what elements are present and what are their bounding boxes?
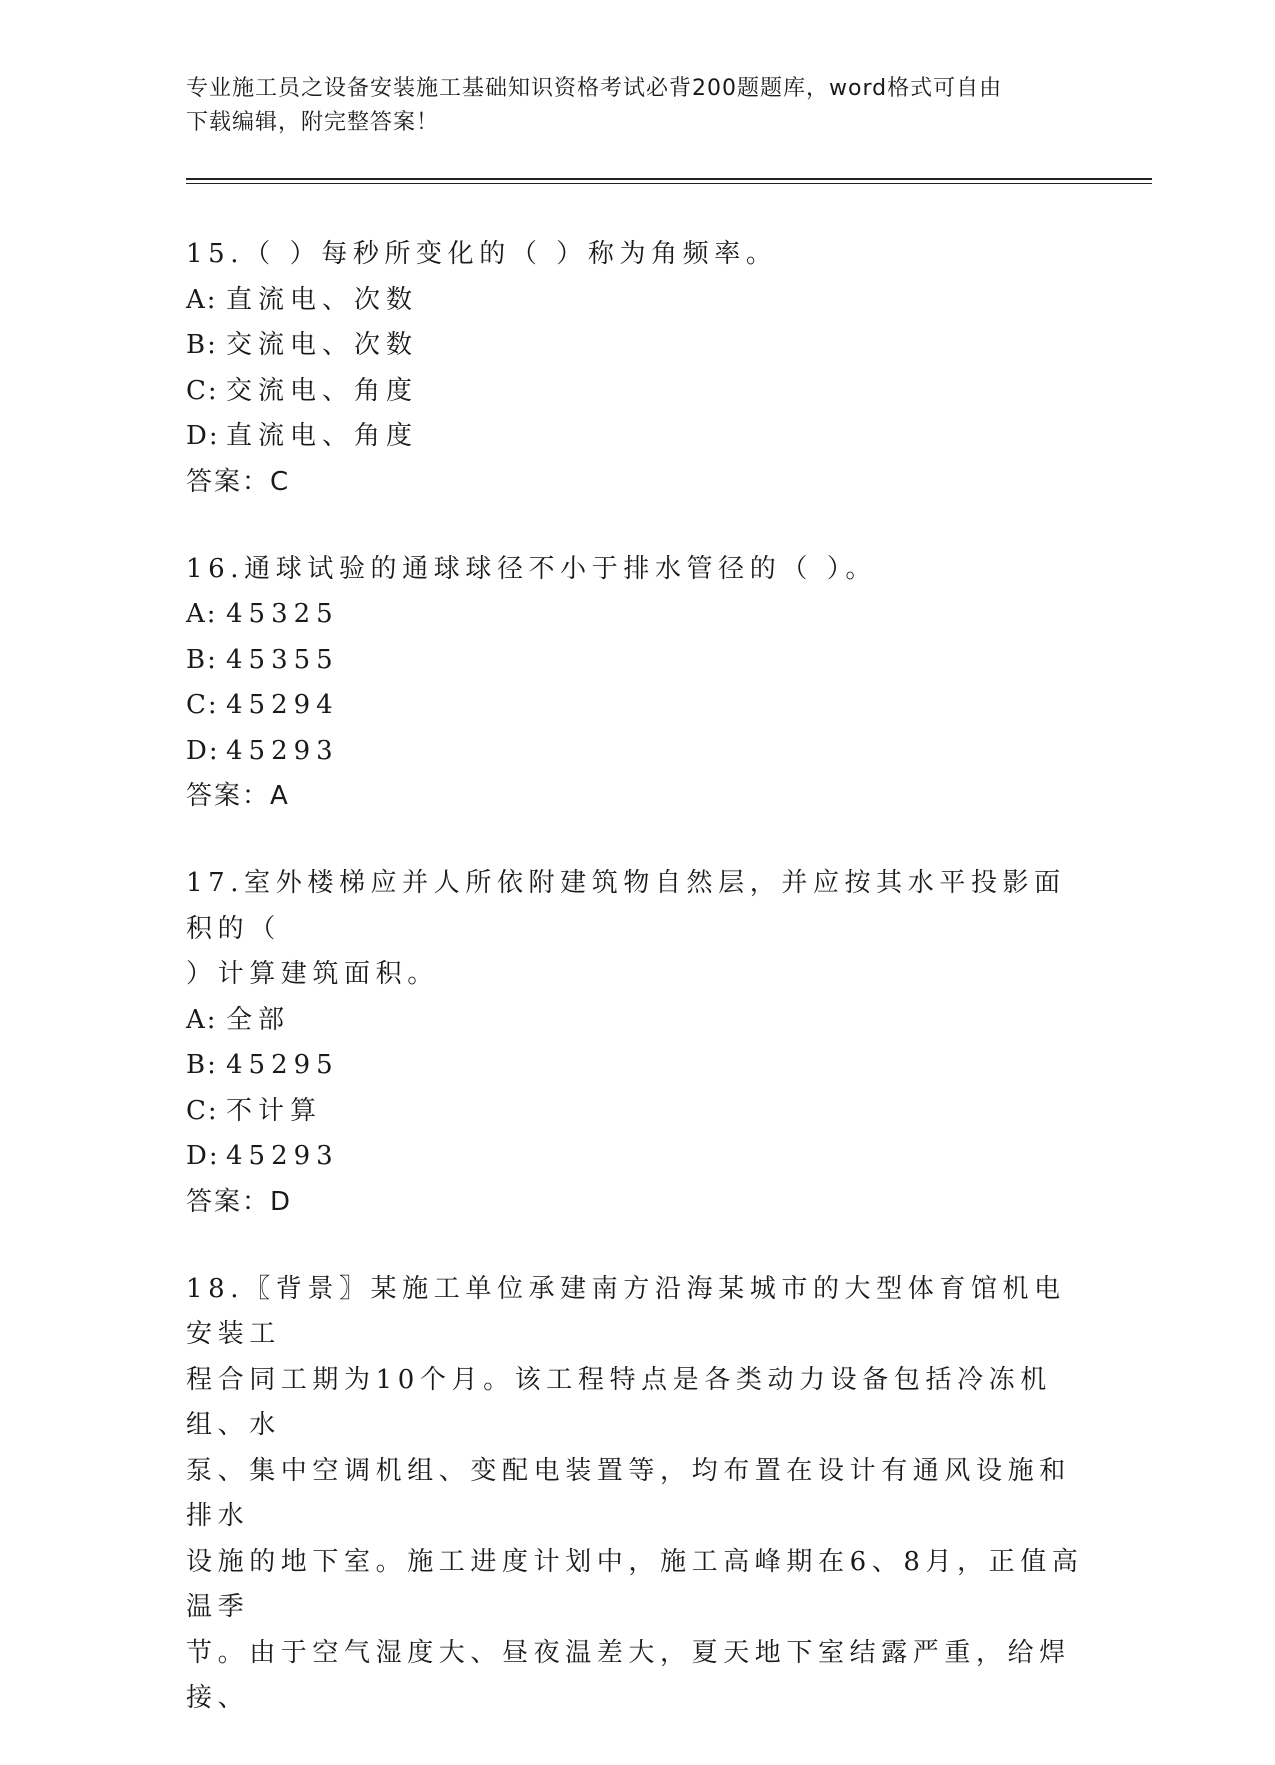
header-line-1: 专业施工员之设备安装施工基础知识资格考试必背200题题库，word格式可自由	[186, 76, 1003, 101]
option-key: A:	[186, 1004, 218, 1035]
answer-option	[186, 638, 1086, 684]
question-stem-line: 节。由于空气湿度大、昼夜温差大，夏天地下室结露严重，给焊接、	[186, 1637, 1071, 1713]
option-text: 45293	[226, 1141, 339, 1171]
option-key: C:	[186, 690, 219, 720]
answer-option	[186, 1089, 1086, 1135]
option-text: 直流电、次数	[226, 284, 419, 315]
question-stem-line: 15.（ ）每秒所变化的（ ）称为角频率。	[186, 239, 778, 269]
option-key: B:	[186, 1050, 218, 1080]
option-text: 不计算	[226, 1095, 323, 1126]
question-stem-line: 17.室外楼梯应并人所依附建筑物自然层，并应按其水平投影面积的（	[186, 868, 1066, 944]
question-stem-line: 16.通球试验的通球球径不小于排水管径的（ ）。	[186, 553, 878, 584]
header-divider-thin	[186, 183, 1152, 184]
option-text: 45325	[226, 599, 339, 629]
answer-key: 答案：D	[186, 1186, 293, 1217]
question-stem-line: ）计算建筑面积。	[186, 959, 439, 989]
option-text: 45355	[226, 644, 339, 675]
header-line-2: 下载编辑，附完整答案！	[186, 110, 440, 135]
answer-option	[186, 1134, 1086, 1180]
question-4	[186, 1267, 1086, 1722]
answer-option	[186, 683, 1086, 729]
option-text: 交流电、次数	[226, 330, 419, 360]
answer-key: 答案：C	[186, 466, 291, 497]
option-text: 45295	[226, 1050, 339, 1080]
option-text: 直流电、角度	[226, 421, 419, 451]
header-divider	[186, 178, 1152, 180]
option-text: 交流电、角度	[226, 375, 419, 406]
answer-option	[186, 592, 1086, 638]
option-key: C:	[186, 375, 219, 406]
option-key: D:	[186, 1141, 220, 1171]
option-key: A:	[186, 284, 218, 315]
option-key: D:	[186, 735, 220, 766]
answer-option	[186, 998, 1086, 1044]
question-3	[186, 861, 1086, 1224]
document-header	[186, 72, 1066, 140]
answer-option	[186, 1043, 1086, 1089]
answer-key: 答案：A	[186, 781, 290, 811]
option-key: B:	[186, 644, 218, 675]
question-list	[186, 232, 1086, 1765]
option-key: C:	[186, 1095, 219, 1126]
option-text: 45293	[226, 735, 339, 766]
question-stem-line: 设施的地下室。施工进度计划中，施工高峰期在6、8月，正值高温季	[186, 1546, 1084, 1622]
answer-option	[186, 414, 1086, 460]
option-key: A:	[186, 599, 218, 629]
question-stem-line: 18.〖背景〗某施工单位承建南方沿海某城市的大型体育馆机电安装工	[186, 1273, 1066, 1349]
answer-option	[186, 729, 1086, 775]
question-1	[186, 232, 1086, 504]
option-key: B:	[186, 330, 218, 360]
question-stem-line: 泵、集中空调机组、变配电装置等，均布置在设计有通风设施和排水	[186, 1455, 1071, 1531]
question-2	[186, 547, 1086, 819]
answer-option	[186, 323, 1086, 369]
option-text: 全部	[226, 1004, 291, 1035]
answer-option	[186, 369, 1086, 415]
option-text: 45294	[226, 690, 339, 720]
option-key: D:	[186, 421, 220, 451]
answer-option	[186, 278, 1086, 324]
question-stem-line: 程合同工期为10个月。该工程特点是各类动力设备包括冷冻机组、水	[186, 1364, 1052, 1440]
